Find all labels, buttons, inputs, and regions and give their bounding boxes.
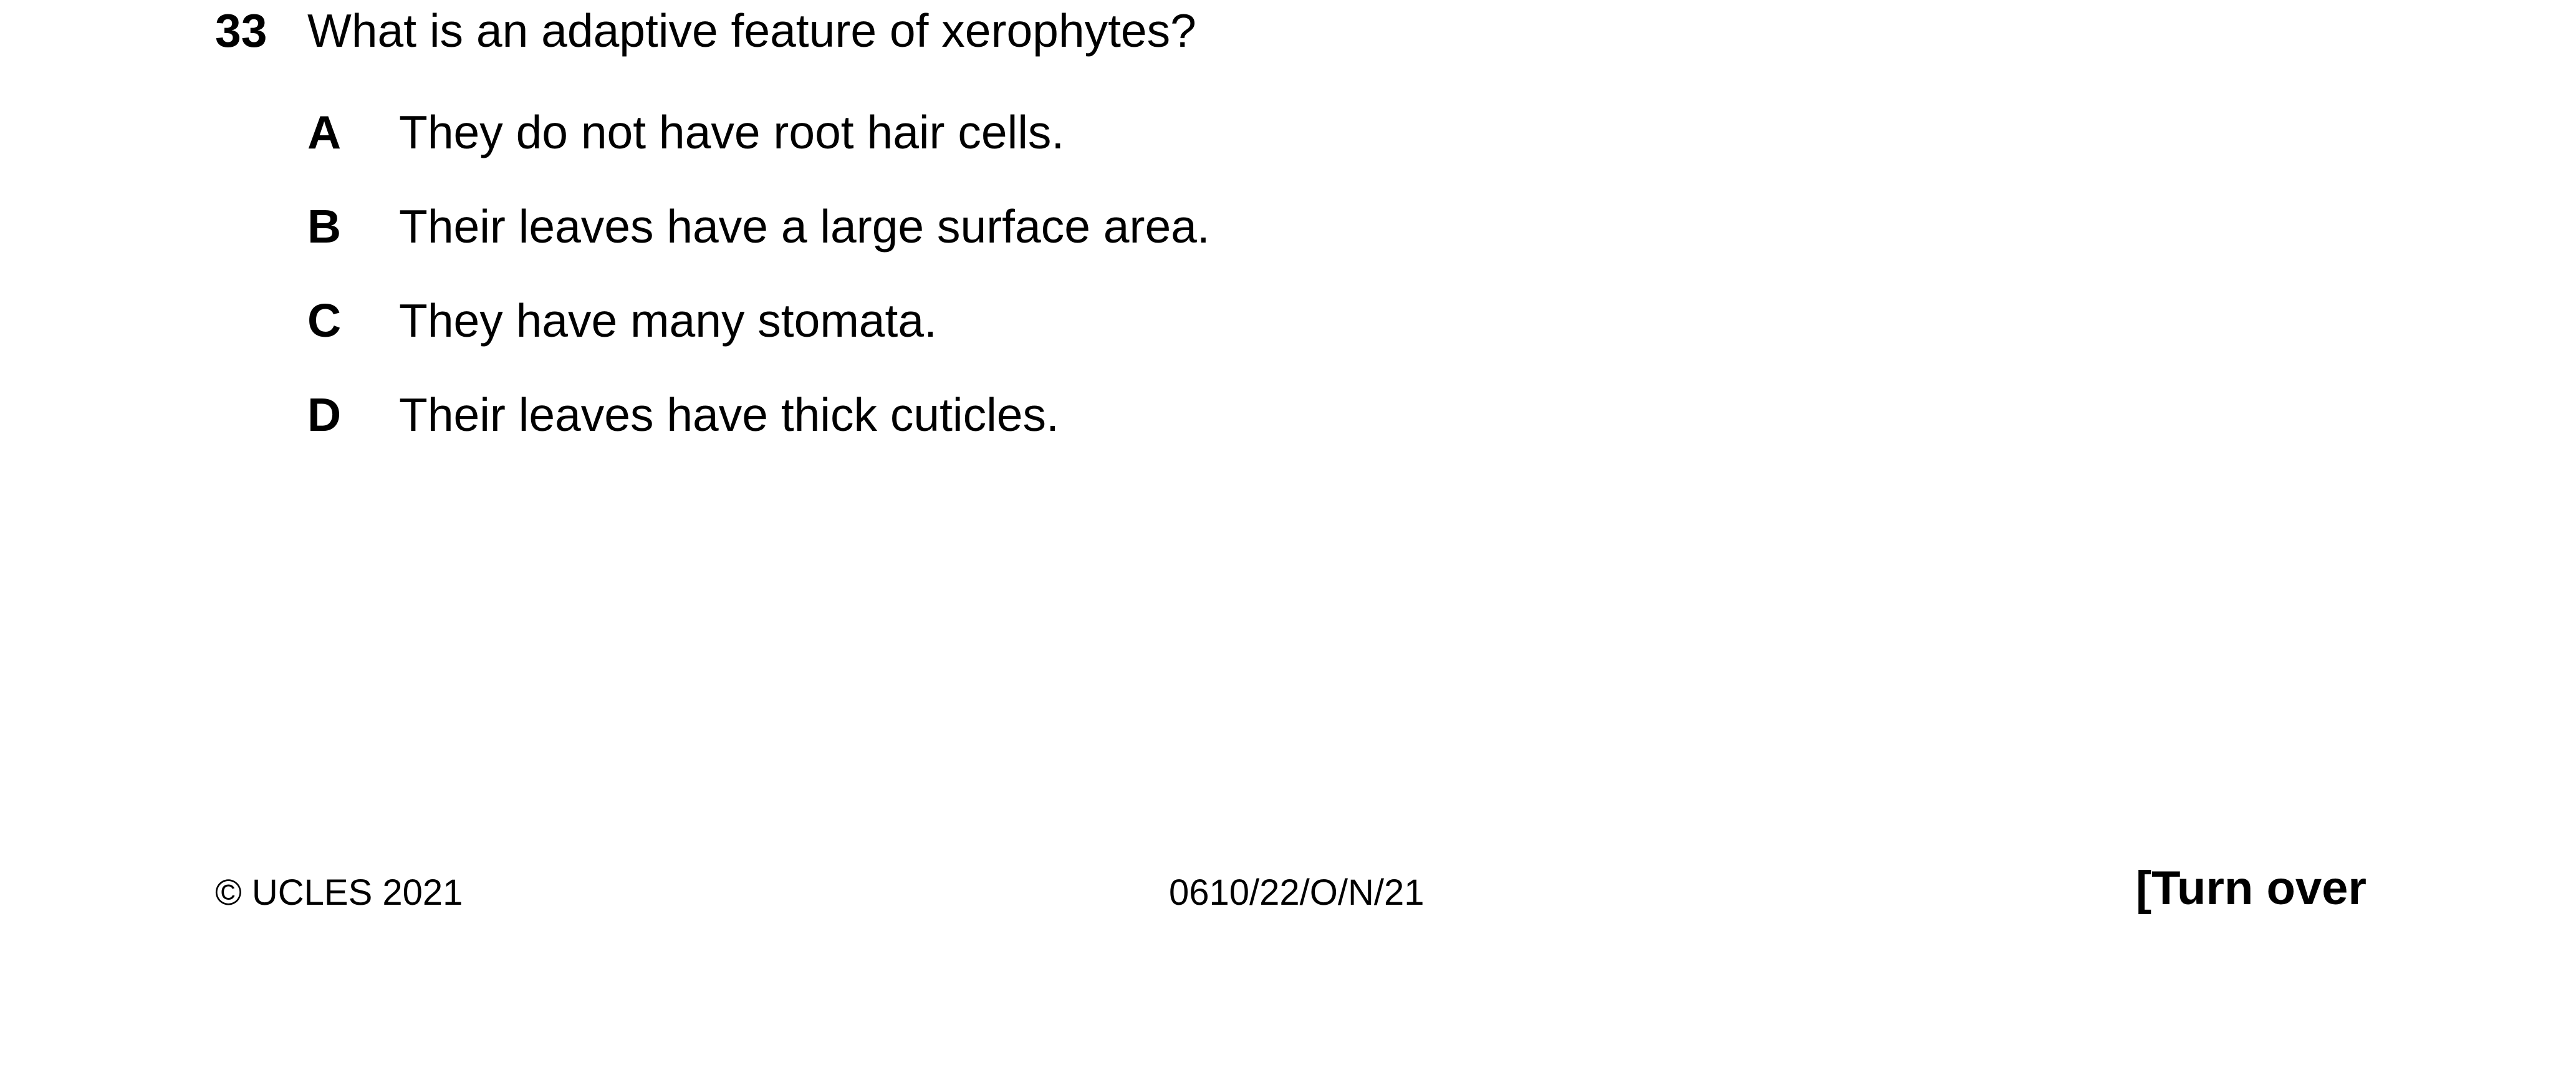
option-text: They do not have root hair cells. <box>399 106 1065 158</box>
question-number: 33 <box>215 4 267 57</box>
option-letter: D <box>307 388 342 441</box>
question-text: What is an adaptive feature of xerophytes? <box>307 4 1196 57</box>
option-text: Their leaves have a large surface area. <box>399 200 1210 253</box>
option-letter: A <box>307 106 342 158</box>
paper-code: 0610/22/O/N/21 <box>1169 872 1425 913</box>
option-letter: C <box>307 294 342 347</box>
turn-over-label: [Turn over <box>2135 862 2367 915</box>
option-letter: B <box>307 200 342 253</box>
option-text: Their leaves have thick cuticles. <box>399 388 1059 441</box>
option-text: They have many stomata. <box>399 294 937 347</box>
copyright-notice: © UCLES 2021 <box>215 872 463 913</box>
